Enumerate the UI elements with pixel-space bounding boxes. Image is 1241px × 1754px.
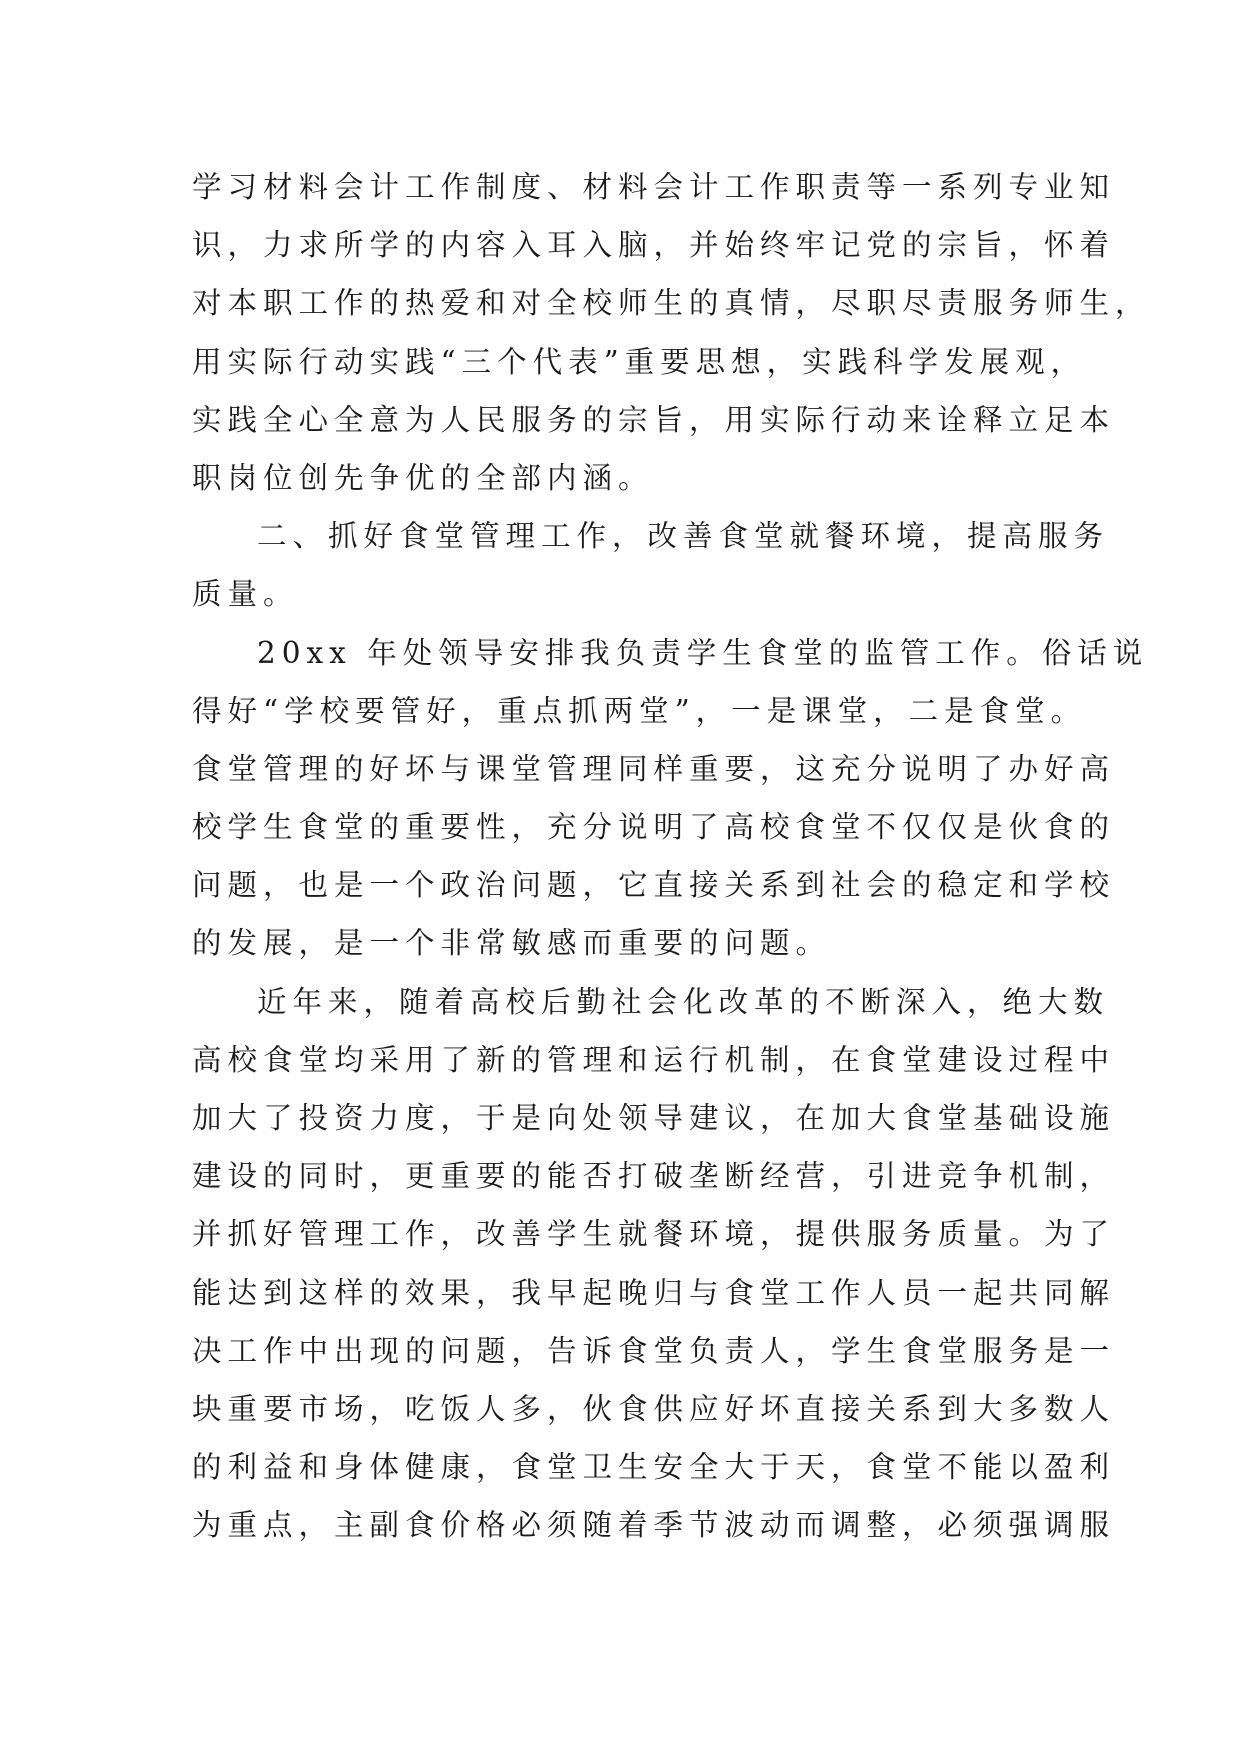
paragraph-start: 近年来，随着高校后勤社会化改革的不断深入，绝大数: [257, 984, 1110, 1019]
text-line: 用实际行动实践“三个代表”重要思想，实践科学发展观，: [192, 344, 1087, 379]
text-line: 职岗位创先争优的全部内涵。: [192, 460, 654, 495]
text-line: 对本职工作的热爱和对全校师生的真情，尽职尽责服务师生，: [192, 286, 1151, 321]
text-line: 的利益和身体健康，食堂卫生安全大于天，食堂不能以盈利: [192, 1450, 1116, 1485]
text-line: 块重要市场，吃饭人多，伙食供应好坏直接关系到大多数人: [192, 1391, 1116, 1426]
text-line: 加大了投资力度，于是向处领导建议，在加大食堂基础设施: [192, 1101, 1116, 1135]
text-line: 校学生食堂的重要性，充分说明了高校食堂不仅仅是伙食的: [192, 810, 1116, 845]
text-line: 高校食堂均采用了新的管理和运行机制，在食堂建设过程中: [192, 1042, 1116, 1077]
text-line: 食堂管理的好坏与课堂管理同样重要，这充分说明了办好高: [192, 751, 1116, 786]
text-line: 问题，也是一个政治问题，它直接关系到社会的稳定和学校: [192, 868, 1116, 903]
text-line: 学习材料会计工作制度、材料会计工作职责等一系列专业知: [192, 170, 1116, 204]
document-body: [192, 158, 1151, 1555]
paragraph-start: 20xx 年处领导安排我负责学生食堂的监管工作。俗话说: [257, 635, 1149, 670]
text-line: 建设的同时，更重要的能否打破垄断经营，引进竞争机制，: [192, 1159, 1116, 1194]
section-heading: 二、抓好食堂管理工作，改善食堂就餐环境，提高服务: [257, 519, 1110, 554]
text-line: 的发展，是一个非常敏感而重要的问题。: [192, 926, 832, 961]
text-line: 能达到这样的效果，我早起晚归与食堂工作人员一起共同解: [192, 1275, 1116, 1310]
text-line: 识，力求所学的内容入耳入脑，并始终牢记党的宗旨，怀着: [192, 228, 1116, 263]
text-line: 决工作中出现的问题，告诉食堂负责人，学生食堂服务是一: [192, 1333, 1116, 1368]
text-line: 并抓好管理工作，改善学生就餐环境，提供服务质量。为了: [192, 1217, 1116, 1252]
section-heading-continuation: 质量。: [192, 577, 299, 612]
text-line: 为重点，主副食价格必须随着季节波动而调整，必须强调服: [192, 1508, 1116, 1543]
text-line: 实践全心全意为人民服务的宗旨，用实际行动来诠释立足本: [192, 402, 1116, 437]
text-line: 得好“学校要管好，重点抓两堂”，一是课堂，二是食堂。: [192, 693, 1087, 728]
